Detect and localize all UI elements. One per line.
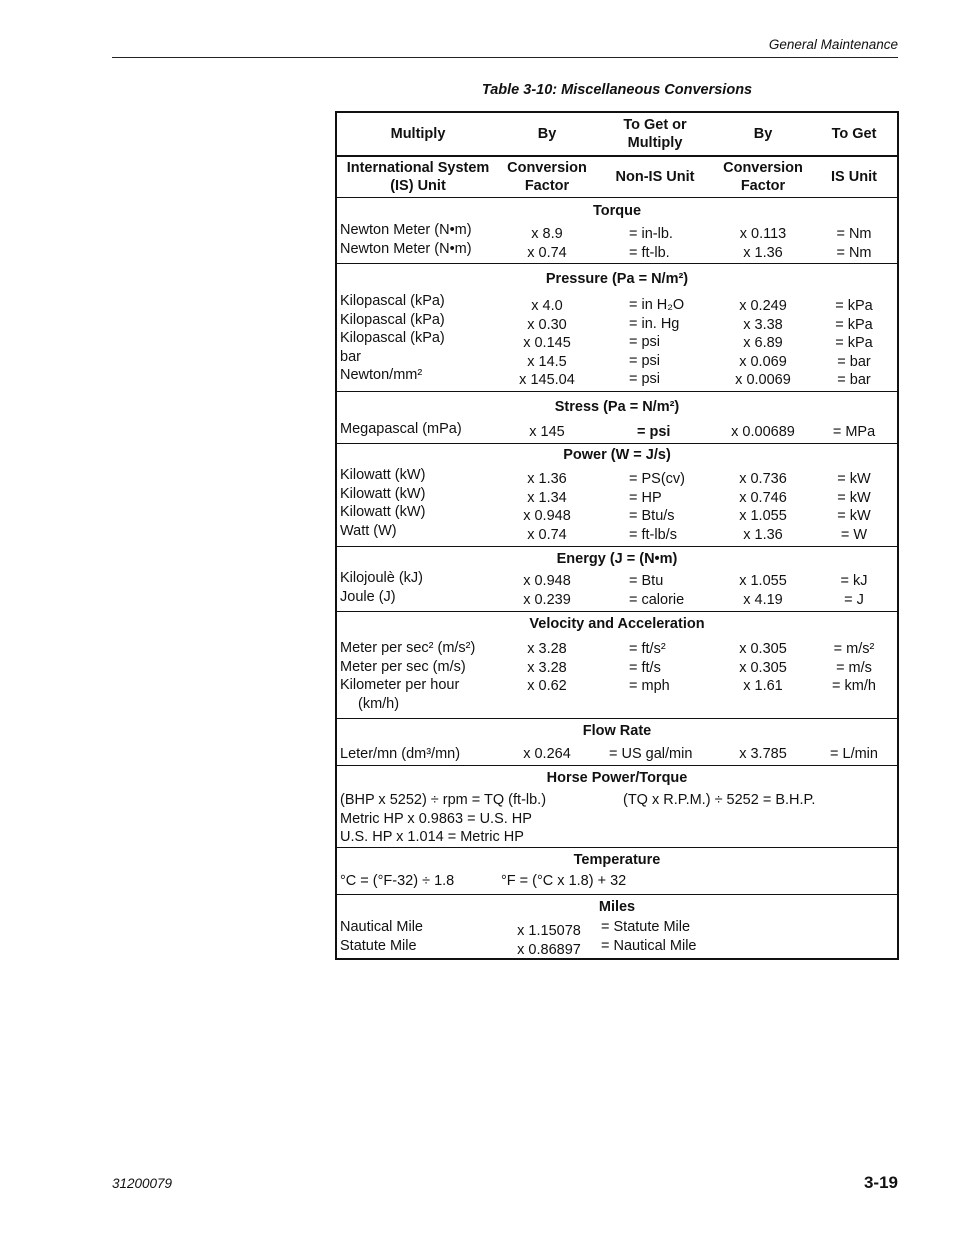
section-flow-rate [337,719,897,766]
factor-back-column [715,225,811,262]
document-number: 31200079 [112,1176,173,1191]
header-is-unit-result: IS Unit [831,169,877,185]
section-title: Energy (J = (N•m) [556,551,678,567]
is-unit-cell: = Nm [836,244,872,261]
factor-back-cell: x 0.305 [739,641,787,657]
factor-back-cell: x 0.00689 [731,424,795,440]
factor-back-cell: x 3.38 [743,316,783,333]
non-is-cell: = Btu [629,573,664,589]
unit-cell: Watt (W) [340,522,397,539]
unit-cell: Kilopascal (kPa) [340,311,445,328]
factor-cell: x 0.86897 [517,941,581,958]
table-title: Table 3-10: Miscellaneous Conversions [481,82,753,98]
section-title: Torque [592,203,642,219]
factor-column [507,922,591,959]
unit-column [340,292,445,385]
is-unit-cell: = km/h [832,678,876,694]
non-is-cell: = Btu/s [629,508,675,524]
non-is-column [609,745,692,764]
factor-back-cell: x 0.0069 [735,372,791,388]
non-is-cell: = ft/s² [629,641,666,657]
is-unit-cell: = kPa [835,335,873,351]
section-torque [337,198,897,264]
unit-cell: Kilometer per hour [340,677,460,693]
unit-column [340,420,462,439]
section-title: Miles [598,899,636,915]
header-row-1 [337,113,897,157]
running-header: General Maintenance [768,37,898,52]
result-cell: = Statute Mile [601,919,691,935]
is-unit-cell: = bar [837,372,871,388]
non-is-cell: = PS(cv) [629,471,685,487]
section-power [337,444,897,547]
result-cell: = Nautical Mile [601,937,697,954]
is-unit-column [811,470,897,544]
formula-column-right [501,872,626,891]
unit-cell: Kilopascal (kPa) [340,293,445,309]
factor-column [499,640,595,696]
section-stress [337,392,897,444]
is-unit-cell: = L/min [830,746,878,762]
unit-cell: Newton Meter (N•m) [340,222,472,238]
unit-column [340,639,475,713]
section-title: Temperature [573,852,661,868]
formula-text: (BHP x 5252) ÷ rpm = TQ (ft-lb.) [340,792,547,808]
is-unit-column [811,572,897,609]
factor-back-column [715,297,811,390]
is-unit-cell: = kJ [840,573,868,589]
factor-back-cell: x 3.785 [739,746,787,762]
non-is-column [637,423,670,442]
is-unit-cell: = kPa [835,316,873,333]
non-is-column [629,225,673,262]
factor-cell: x 1.34 [527,489,567,506]
page-number: 3-19 [863,1173,898,1192]
factor-back-cell: x 1.36 [743,244,783,261]
is-unit-cell: = J [844,591,864,608]
non-is-cell: = ft/s [629,659,661,676]
header-to-get: To Get [831,126,877,142]
factor-back-column [715,470,811,544]
header-conversion-factor: Conversion Factor [507,160,587,194]
non-is-column [629,572,684,609]
unit-cell: Nautical Mile [340,919,423,935]
factor-cell: x 8.9 [531,226,563,242]
factor-back-cell: x 0.305 [739,659,787,676]
factor-back-cell: x 0.746 [739,489,787,506]
unit-cell: bar [340,348,361,365]
section-title: Flow Rate [582,723,652,739]
is-unit-column [811,745,897,764]
unit-column [340,221,472,258]
factor-back-column [715,745,811,764]
section-pressure [337,264,897,392]
non-is-cell: = in H₂O [629,297,685,313]
section-temperature [337,848,897,895]
formula-text: °F = (°C x 1.8) + 32 [501,873,627,889]
section-title: Horse Power/Torque [546,770,688,786]
factor-column [499,225,595,262]
factor-cell: x 1.36 [527,471,567,487]
is-unit-cell: = kW [837,489,871,506]
factor-back-column [715,640,811,696]
non-is-cell: = in. Hg [629,315,680,332]
non-is-cell: = psi [629,352,661,369]
is-unit-cell: = W [840,526,868,543]
factor-column [499,423,595,442]
factor-cell: x 3.28 [527,659,567,676]
non-is-cell: = US gal/min [609,746,693,762]
is-unit-column [811,423,897,442]
non-is-cell: = ft-lb. [629,244,670,261]
factor-back-cell: x 1.055 [739,573,787,589]
non-is-cell: = in-lb. [629,226,673,242]
is-unit-column [811,297,897,390]
unit-cell: Newton/mm² [340,367,423,383]
unit-cell: Kilopascal (kPa) [340,330,445,346]
unit-cell: Joule (J) [340,588,396,605]
header-by: By [537,126,557,142]
unit-column [340,569,423,606]
non-is-cell: = psi [637,424,671,440]
unit-cell: Megapascal (mPa) [340,421,462,437]
header-non-is-unit: Non-IS Unit [615,169,695,185]
factor-cell: x 0.239 [523,591,571,608]
factor-back-cell: x 4.19 [743,591,783,608]
section-title: Stress (Pa = N/m²) [554,399,680,415]
factor-cell: x 0.62 [527,678,567,694]
non-is-column [629,470,685,544]
formula-text: Metric HP x 0.9863 = U.S. HP [340,810,532,827]
unit-cell: Statute Mile [340,937,417,954]
factor-cell: x 0.264 [523,746,571,762]
unit-cell: Kilojoulè (kJ) [340,570,423,586]
header-rule [112,57,898,58]
section-energy [337,547,897,612]
factor-back-cell: x 1.055 [739,508,787,524]
factor-cell: x 0.74 [527,526,567,543]
factor-back-column [715,423,811,442]
formula-column [340,872,454,891]
factor-column [499,470,595,544]
factor-cell: x 0.30 [527,316,567,333]
factor-column [499,745,595,764]
non-is-cell: = ft-lb/s [629,526,677,543]
section-title: Velocity and Acceleration [529,616,705,632]
section-miles [337,895,897,958]
section-title: Power (W = J/s) [563,447,671,463]
factor-back-column [715,572,811,609]
non-is-cell: = mph [629,678,670,694]
is-unit-cell: = m/s [836,659,872,676]
header-is-unit: International System (IS) Unit [346,160,490,194]
header-row-2 [337,157,897,198]
factor-cell: x 1.15078 [517,923,581,939]
is-unit-column [811,225,897,262]
section-velocity [337,612,897,719]
non-is-cell: = calorie [629,591,685,608]
factor-column [499,572,595,609]
header-conversion-factor-2: Conversion Factor [723,160,803,194]
is-unit-cell: = Nm [836,226,872,242]
factor-back-cell: x 0.113 [739,226,787,242]
formula-text: (TQ x R.P.M.) ÷ 5252 = B.H.P. [623,792,816,808]
factor-back-cell: x 1.61 [743,678,783,694]
unit-cell: Kilowatt (kW) [340,485,426,502]
formula-column [340,791,546,847]
factor-cell: x 145.04 [519,372,575,388]
unit-column [340,466,425,540]
is-unit-cell: = kW [837,508,871,524]
non-is-column [629,296,684,389]
is-unit-column [811,640,897,696]
header-multiply: Multiply [390,126,446,142]
unit-cell: Kilowatt (kW) [340,467,426,483]
factor-cell: x 14.5 [527,353,567,370]
unit-cell: Meter per sec² (m/s²) [340,640,476,656]
non-is-cell: = HP [629,489,662,506]
factor-cell: x 0.948 [523,508,571,524]
is-unit-cell: = MPa [832,424,876,440]
factor-column [499,297,595,390]
unit-cell: Leter/mn (dm³/mn) [340,746,461,762]
formula-text: °C = (°F-32) ÷ 1.8 [340,873,455,889]
result-column [601,918,697,955]
header-by-2: By [753,126,773,142]
factor-cell: x 4.0 [531,298,563,314]
factor-cell: x 0.948 [523,573,571,589]
factor-back-cell: x 6.89 [743,335,783,351]
unit-cell: Newton Meter (N•m) [340,240,472,257]
factor-back-cell: x 0.249 [739,298,787,314]
factor-cell: x 0.74 [527,244,567,261]
section-horse-power-torque [337,766,897,848]
is-unit-cell: = kW [837,471,871,487]
unit-column [340,918,423,955]
factor-cell: x 0.145 [523,335,571,351]
non-is-column [629,640,670,696]
non-is-cell: = psi [629,371,661,387]
conversion-table [335,111,899,960]
is-unit-cell: = bar [837,353,871,370]
formula-text: U.S. HP x 1.014 = Metric HP [340,829,524,845]
unit-column [340,745,460,764]
factor-back-cell: x 0.736 [739,471,787,487]
factor-cell: x 145 [529,424,565,440]
non-is-cell: = psi [629,334,661,350]
factor-cell: x 3.28 [527,641,567,657]
unit-cell: (km/h) [358,695,400,712]
factor-back-cell: x 1.36 [743,526,783,543]
unit-cell: Kilowatt (kW) [340,504,426,520]
header-to-get-or-multiply: To Get or Multiply [623,117,687,151]
formula-column-right [623,791,815,810]
factor-back-cell: x 0.069 [739,353,787,370]
is-unit-cell: = m/s² [833,641,875,657]
section-title: Pressure (Pa = N/m²) [545,271,689,287]
unit-cell: Meter per sec (m/s) [340,658,466,675]
is-unit-cell: = kPa [835,298,873,314]
